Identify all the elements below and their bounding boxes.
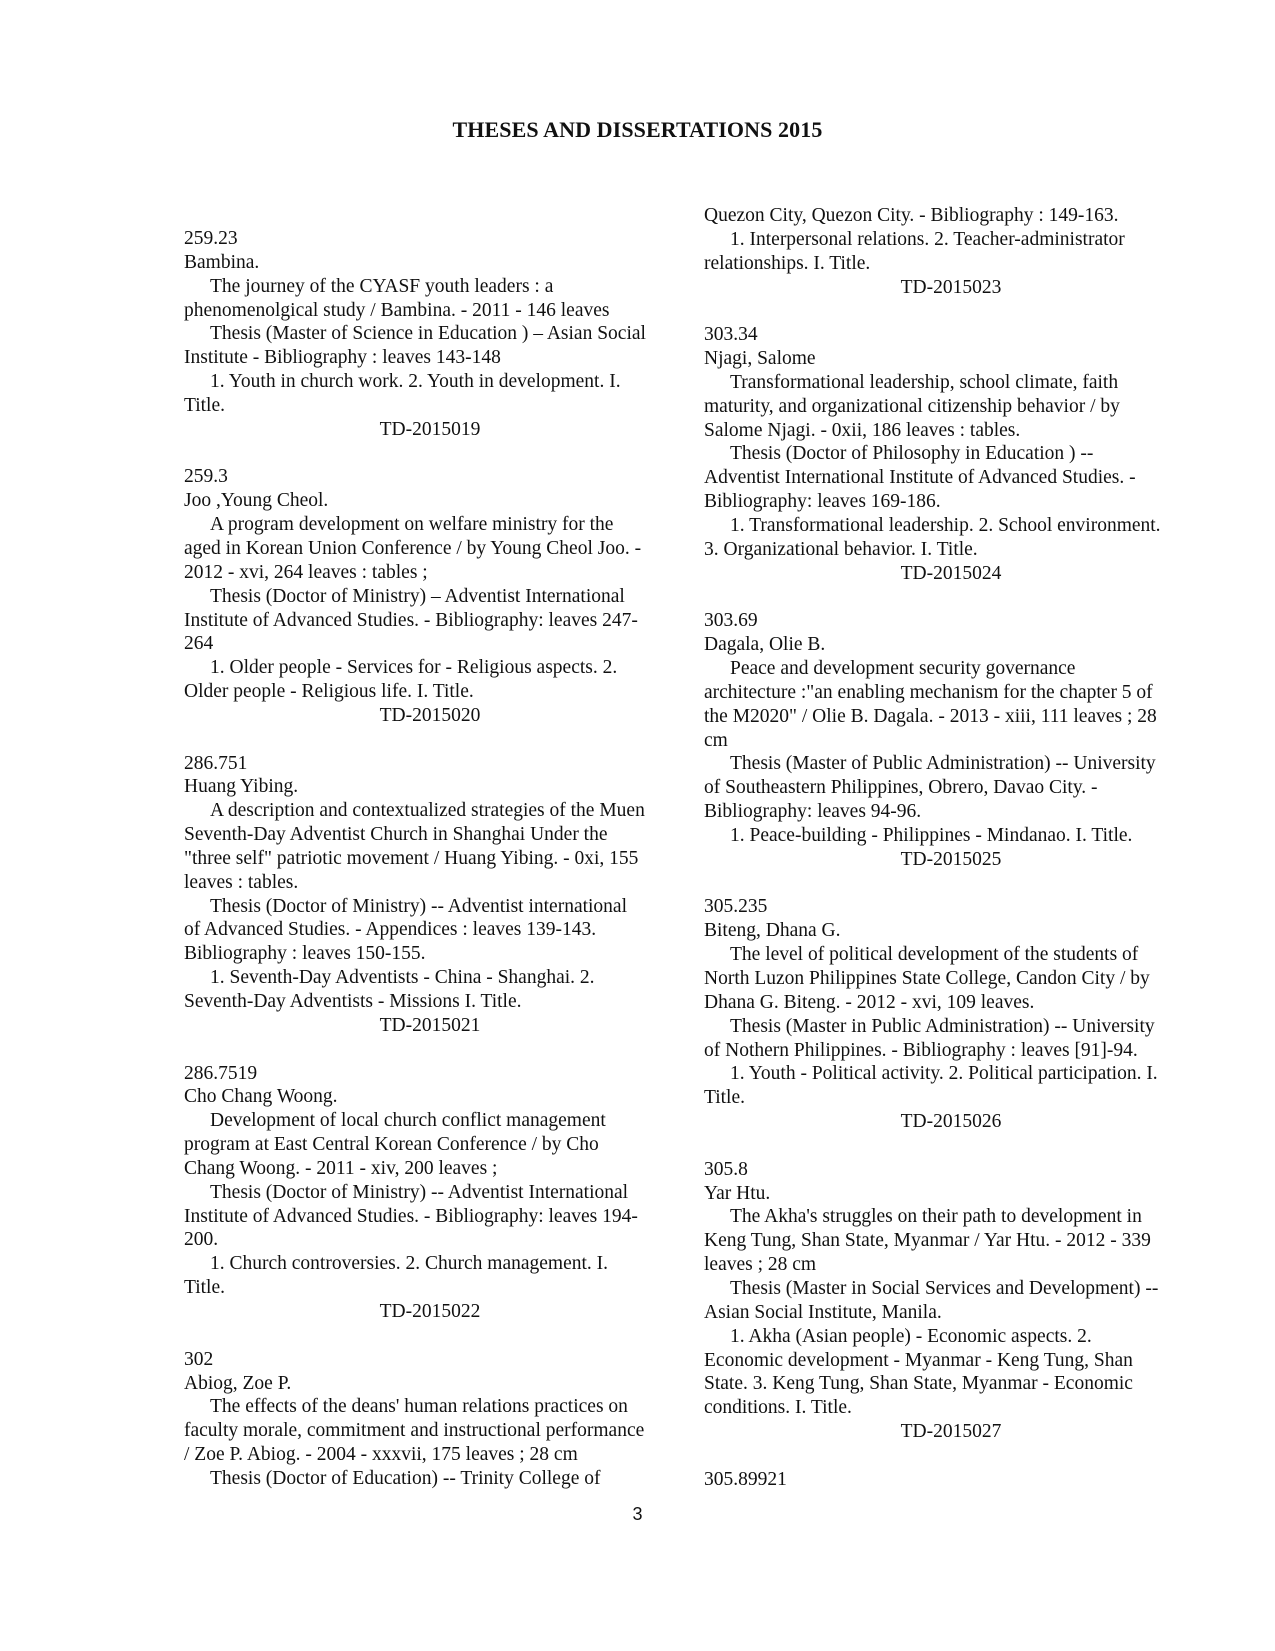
entry-line: of Southeastern Philippines, Obrero, Davao City. - [704,777,1098,799]
page-number: 3 [632,1504,643,1524]
entry-line: architecture :"an enabling mechanism for the chapter 5 of [704,681,1153,703]
entry-line: 200. [184,1229,219,1251]
entry-line: Salome Njagi. - 0xii, 186 leaves : tables. [704,419,1021,441]
entry-line: Thesis (Doctor of Ministry) -- Adventist international [210,895,628,917]
entry-author: Bambina. [184,251,260,273]
entry-line: 1. Transformational leadership. 2. School environment. [730,514,1161,536]
entry-line: Thesis (Doctor of Ministry) – Adventist International [210,585,625,607]
entry-line: 1. Interpersonal relations. 2. Teacher-administrator [730,228,1125,250]
entry-line: 264 [184,633,214,655]
entry-line: conditions. I. Title. [704,1397,852,1419]
entry-line: / Zoe P. Abiog. - 2004 - xxxvii, 175 leaves ; 28 cm [184,1444,578,1466]
catalog-entry [704,1468,1198,1492]
entry-line: Dhana G. Biteng. - 2012 - xvi, 109 leaves. [704,991,1035,1013]
entry-line: Thesis (Doctor of Education) -- Trinity College of [210,1467,601,1489]
entry-line: 1. Youth in church work. 2. Youth in development. I. [210,371,621,393]
entry-line: Thesis (Master in Social Services and Development) -- [730,1277,1159,1299]
catalog-entry [184,1062,676,1324]
call-number: 305.235 [704,896,768,918]
left-column [184,227,676,1491]
entry-line: Thesis (Doctor of Philosophy in Education ) -- [730,443,1094,465]
entry-line: Older people - Religious life. I. Title. [184,681,474,703]
call-number: 259.23 [184,228,238,249]
entry-line: State. 3. Keng Tung, Shan State, Myanmar - Economic [704,1373,1133,1395]
spacer [704,872,1198,896]
entry-line: 1. Peace-building - Philippines - Mindanao. I. Title. [730,824,1133,846]
entry-author: Cho Chang Woong. [184,1086,338,1108]
entry-line: Bibliography: leaves 169-186. [704,491,941,513]
catalog-entry [184,227,676,442]
call-number: 305.8 [704,1158,748,1180]
catalog-entry [704,323,1198,585]
entry-line: 1. Older people - Services for - Religious aspects. 2. [210,657,618,679]
td-number: TD-2015019 [379,418,481,440]
entry-line: Institute of Advanced Studies. - Bibliography: leaves 194- [184,1205,638,1227]
entry-line: 1. Church controversies. 2. Church management. I. [210,1253,609,1275]
entry-line: Thesis (Doctor of Ministry) -- Adventist International [210,1181,629,1203]
entry-line: North Luzon Philippines State College, Candon City / by [704,968,1150,989]
entry-line: the M2020" / Olie B. Dagala. - 2013 - xiii, 111 leaves ; 28 [704,705,1157,727]
entry-line: 1. Akha (Asian people) - Economic aspects. 2. [730,1325,1092,1347]
entry-line: The journey of the CYASF youth leaders : a [210,275,554,297]
catalog-entry [704,1158,1198,1444]
entry-line: Title. [184,1277,226,1299]
entry-line: Adventist International Institute of Advanced Studies. - [704,467,1136,489]
entry-line: Quezon City, Quezon City. - Bibliography : 149-163. [704,205,1119,226]
td-number: TD-2015025 [900,848,1002,870]
spacer [184,1038,676,1062]
entry-line: leaves : tables. [184,871,299,893]
entry-line: Thesis (Master of Public Administration) -- University [730,753,1156,775]
entry-author: Biteng, Dhana G. [704,920,841,942]
call-number: 286.7519 [184,1062,258,1084]
entry-line: Chang Woong. - 2011 - xiv, 200 leaves ; [184,1157,498,1179]
entry-line: 1. Youth - Political activity. 2. Political participation. I. [730,1063,1158,1085]
call-number: 302 [184,1348,214,1370]
entry-line: The Akha's struggles on their path to development in [730,1206,1142,1228]
td-number: TD-2015021 [379,1014,481,1036]
entry-line: Thesis (Master in Public Administration) -- University [730,1015,1155,1037]
call-number: 305.89921 [704,1468,787,1490]
td-number: TD-2015023 [900,276,1002,298]
entry-line: phenomenolgical study / Bambina. - 2011 - 146 leaves [184,299,610,321]
entry-line: cm [704,729,728,751]
entry-line: 3. Organizational behavior. I. Title. [704,538,978,560]
entry-line: "three self" patriotic movement / Huang Yibing. - 0xi, 155 [184,847,639,869]
entry-line: Transformational leadership, school climate, faith [730,371,1119,393]
call-number: 303.69 [704,610,758,632]
entry-line: A description and contextualized strategies of the Muen [210,800,645,822]
entry-line: Economic development - Myanmar - Keng Tung, Shan [704,1349,1133,1371]
spacer [184,1324,676,1348]
entry-line: The effects of the deans' human relations practices on [210,1396,628,1418]
spacer [704,299,1198,323]
entry-line: Peace and development security governance [730,658,1076,680]
catalog-entry [184,752,676,1038]
entry-line: The level of political development of the students of [730,944,1139,966]
entry-line: maturity, and organizational citizenship behavior / by [704,395,1120,417]
entry-author: Abiog, Zoe P. [184,1372,292,1394]
entry-line: A program development on welfare ministry for the [210,514,614,536]
entry-line: Institute of Advanced Studies. - Bibliography: leaves 247- [184,609,638,631]
entry-author: Njagi, Salome [704,348,816,370]
entry-line: program at East Central Korean Conference / by Cho [184,1134,599,1156]
td-number: TD-2015020 [379,704,481,726]
catalog-entry [184,465,676,727]
call-number: 259.3 [184,466,228,488]
catalog-entry [704,895,1198,1133]
entry-author: Huang Yibing. [184,776,299,798]
entry-line: Seventh-Day Adventists - Missions I. Title. [184,991,522,1012]
entry-line: Bibliography : leaves 150-155. [184,943,426,965]
entry-line: 1. Seventh-Day Adventists - China - Shanghai. 2. [210,967,595,989]
right-column [704,204,1198,1492]
catalog-entry [184,1348,676,1491]
entry-author: Dagala, Olie B. [704,634,826,656]
entry-author: Yar Htu. [704,1182,771,1204]
entry-line: Seventh-Day Adventist Church in Shanghai Under the [184,824,608,846]
entry-author: Joo ,Young Cheol. [184,490,329,512]
entry-line: 2012 - xvi, 264 leaves : tables ; [184,561,428,583]
spacer [704,586,1198,610]
entry-line: faculty morale, commitment and instructional performance [184,1420,645,1442]
td-number: TD-2015024 [900,562,1002,584]
entry-line: Bibliography: leaves 94-96. [704,801,922,823]
entry-line: relationships. I. Title. [704,252,871,274]
spacer [184,442,676,466]
page-title: THESES AND DISSERTATIONS 2015 [452,117,823,142]
entry-line: Institute - Bibliography : leaves 143-148 [184,347,501,369]
entry-line: aged in Korean Union Conference / by Young Cheol Joo. - [184,537,642,559]
spacer [704,1134,1198,1158]
entry-line: Title. [184,394,226,416]
entry-line: Development of local church conflict management [210,1110,606,1132]
catalog-entry [704,609,1198,871]
entry-line: Thesis (Master of Science in Education ) – Asian Social [210,323,646,345]
entry-line: leaves ; 28 cm [704,1254,817,1276]
call-number: 303.34 [704,324,758,346]
entry-line: Title. [704,1087,746,1109]
entry-line: of Advanced Studies. - Appendices : leaves 139-143. [184,919,597,941]
td-number: TD-2015026 [900,1111,1002,1133]
td-number: TD-2015022 [379,1300,481,1322]
catalog-entry-continued [704,204,1198,299]
td-number: TD-2015027 [900,1421,1002,1443]
spacer [704,1444,1198,1468]
entry-line: of Nothern Philippines. - Bibliography : leaves [91]-94. [704,1039,1138,1061]
call-number: 286.751 [184,752,248,774]
entry-line: Asian Social Institute, Manila. [704,1301,942,1323]
entry-line: Keng Tung, Shan State, Myanmar / Yar Htu. - 2012 - 339 [704,1230,1151,1252]
spacer [184,728,676,752]
